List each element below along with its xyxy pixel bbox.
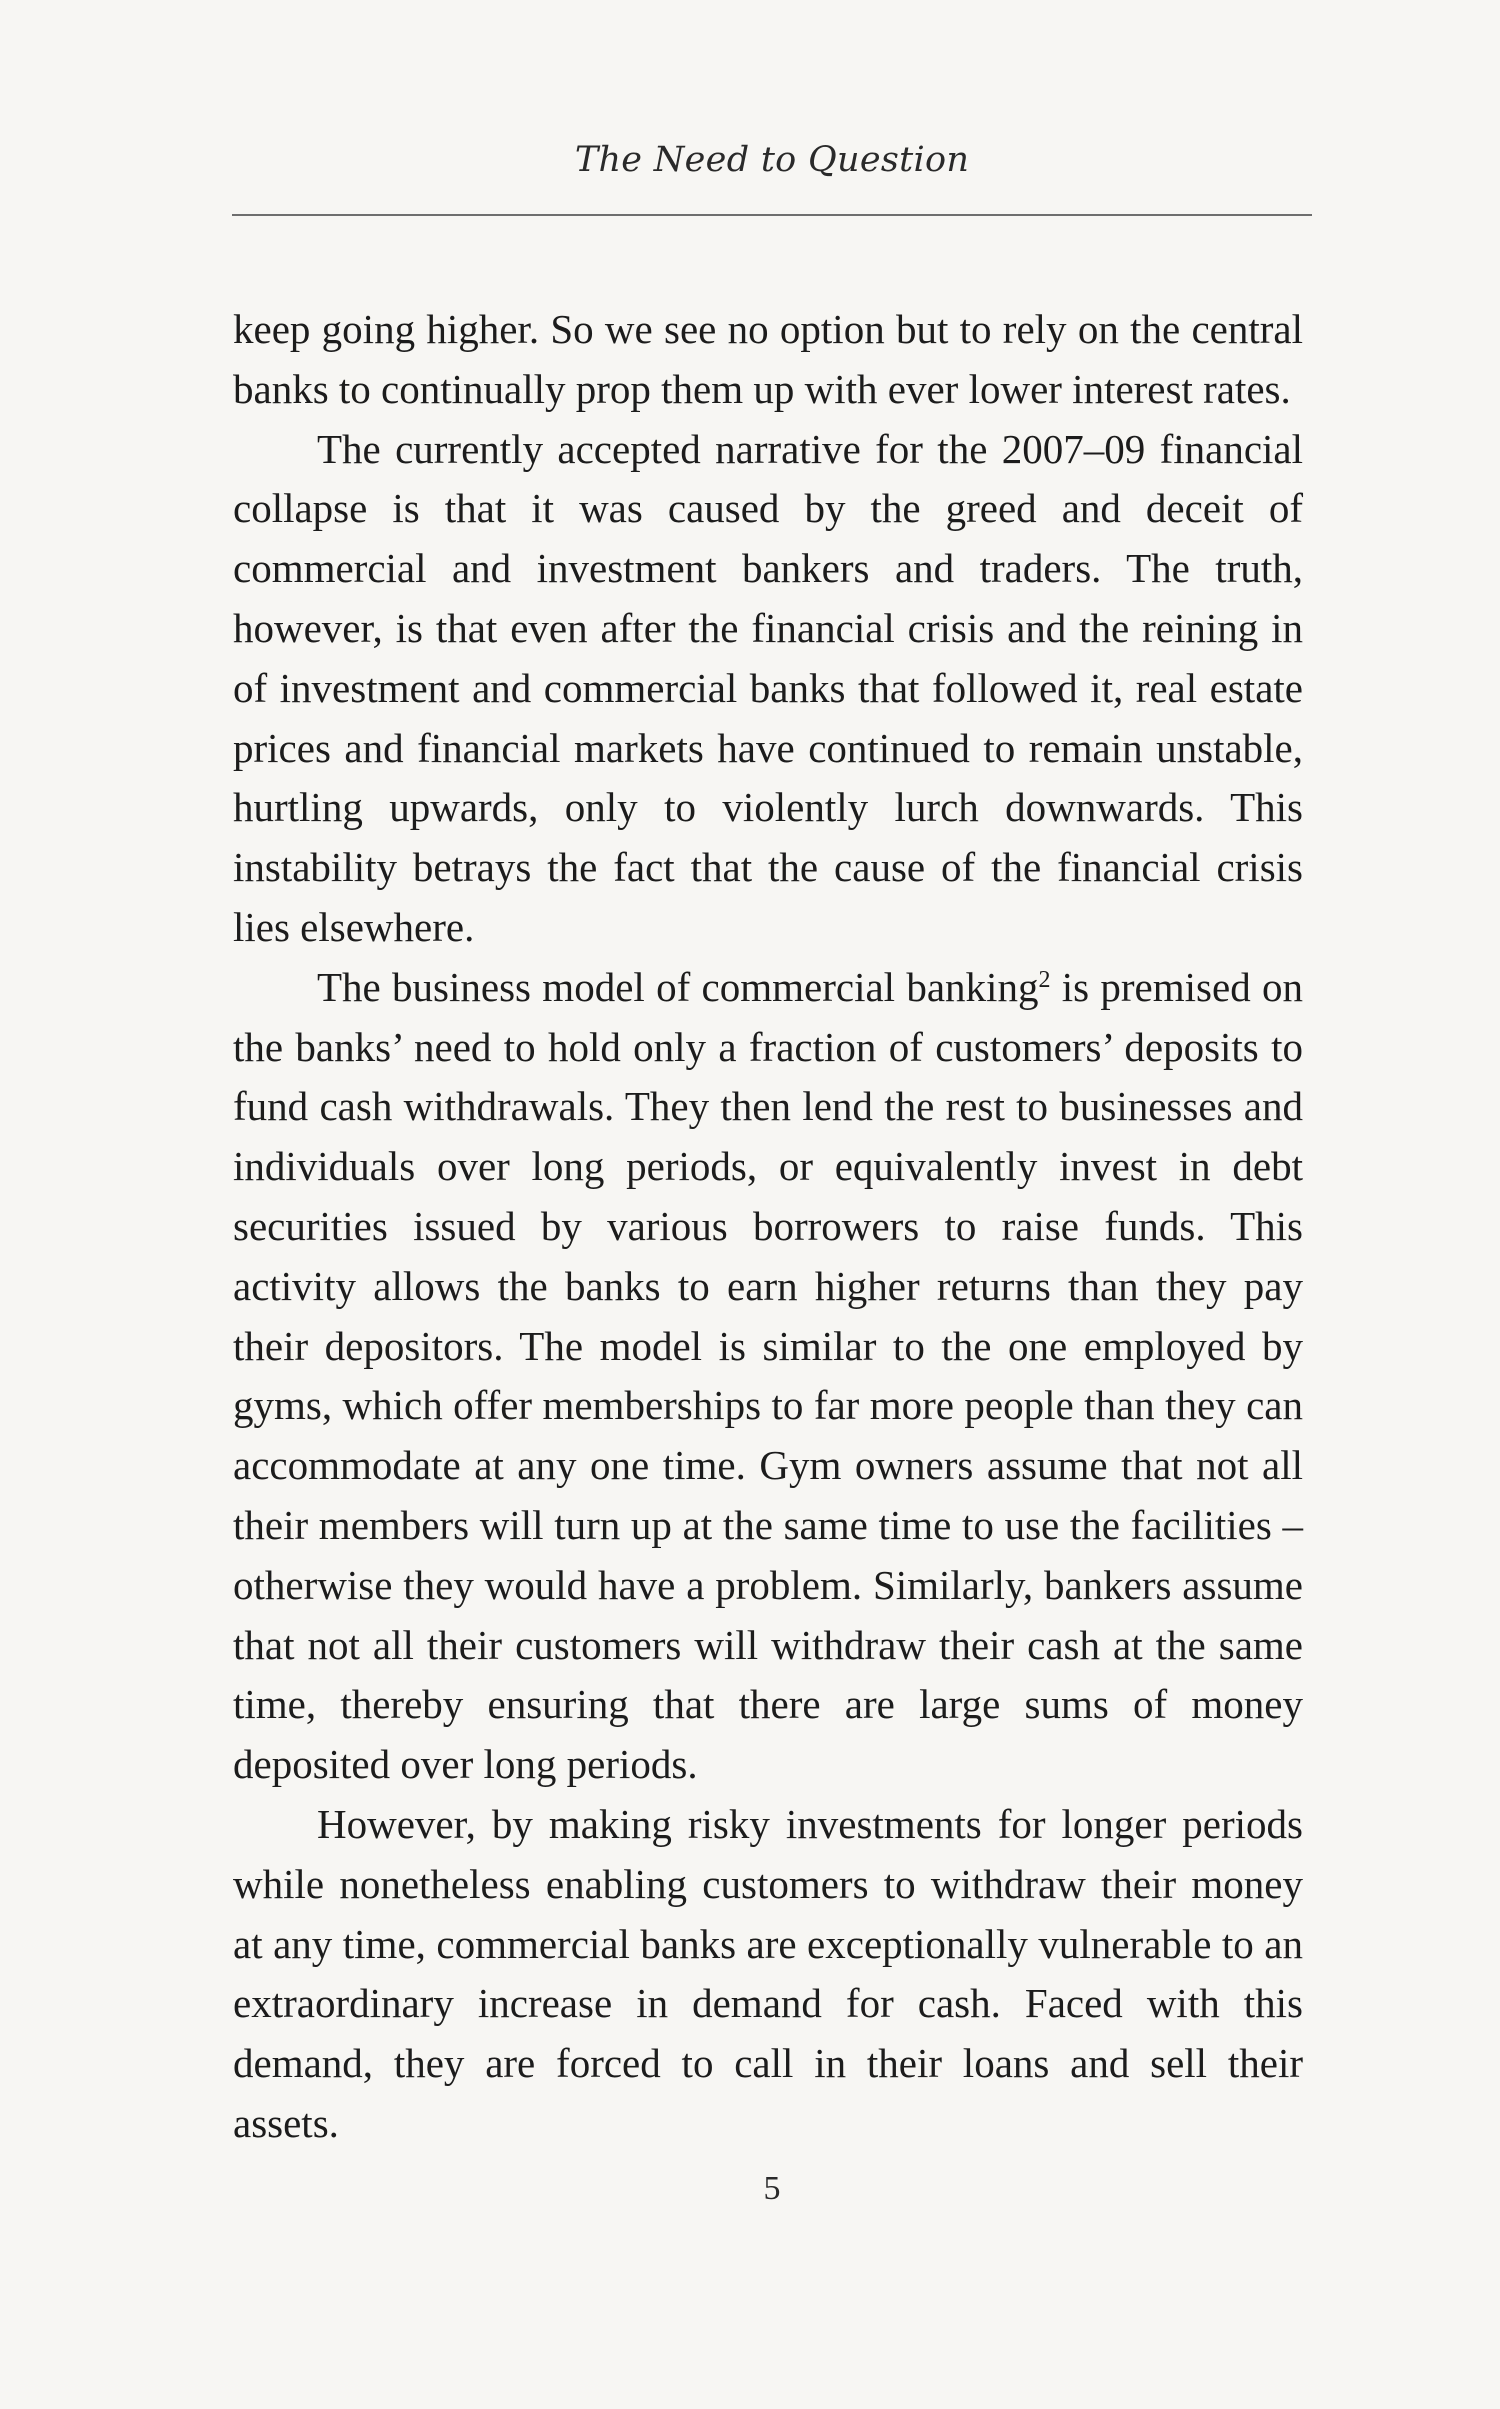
paragraph-business-model-rest: is premised on the banks’ need to hold only a fraction of customers’ deposits to fund cash withdrawals. They then lend the rest to businesses and individuals over long periods, or equivalently invest in debt securities issued by various borrowers to raise funds. This activity allows the banks to earn higher returns than they pay their depositors. The model is similar to the one employed by gyms, which offer memberships to far more people than they can accommodate at any one time. Gym owners assume that not all their members will turn up at the same time to use the facilities – otherwise they would have a problem. Similarly, bankers assume that not all their customers will withdraw their cash at the same time, thereby ensuring that there are large sums of money deposited over long periods.: [233, 963, 1303, 1788]
body-text: [233, 300, 1303, 2154]
running-head: The Need to Question: [574, 140, 970, 180]
footnote-reference[interactable]: 2: [1038, 966, 1051, 993]
paragraph-vulnerability: However, by making risky investments for longer periods while nonetheless enabling customers to withdraw their money at any time, commercial banks are exceptionally vulnerable to an extraordinary increase in demand for cash. Faced with this demand, they are forced to call in their loans and sell their assets.: [233, 1800, 1303, 2146]
paragraph-business-model-lead: The business model of commercial banking: [317, 963, 1039, 1010]
header-rule: [232, 214, 1312, 216]
page-number: 5: [763, 2170, 781, 2207]
paragraph-business-model: [233, 958, 1303, 1795]
paragraph-narrative: The currently accepted narrative for the 2007–09 financial collapse is that it was caused by the greed and deceit of commercial and investment bankers and traders. The truth, however, is that even after the financial crisis and the reining in of investment and commercial banks that followed it, real estate prices and financial markets have continued to remain unstable, hurtling upwards, only to violently lurch downwards. This instability betrays the fact that the cause of the financial crisis lies elsewhere.: [233, 425, 1303, 950]
paragraph-continued: keep going higher. So we see no option but to rely on the central banks to continually prop them up with ever lower interest rates.: [233, 306, 1303, 412]
